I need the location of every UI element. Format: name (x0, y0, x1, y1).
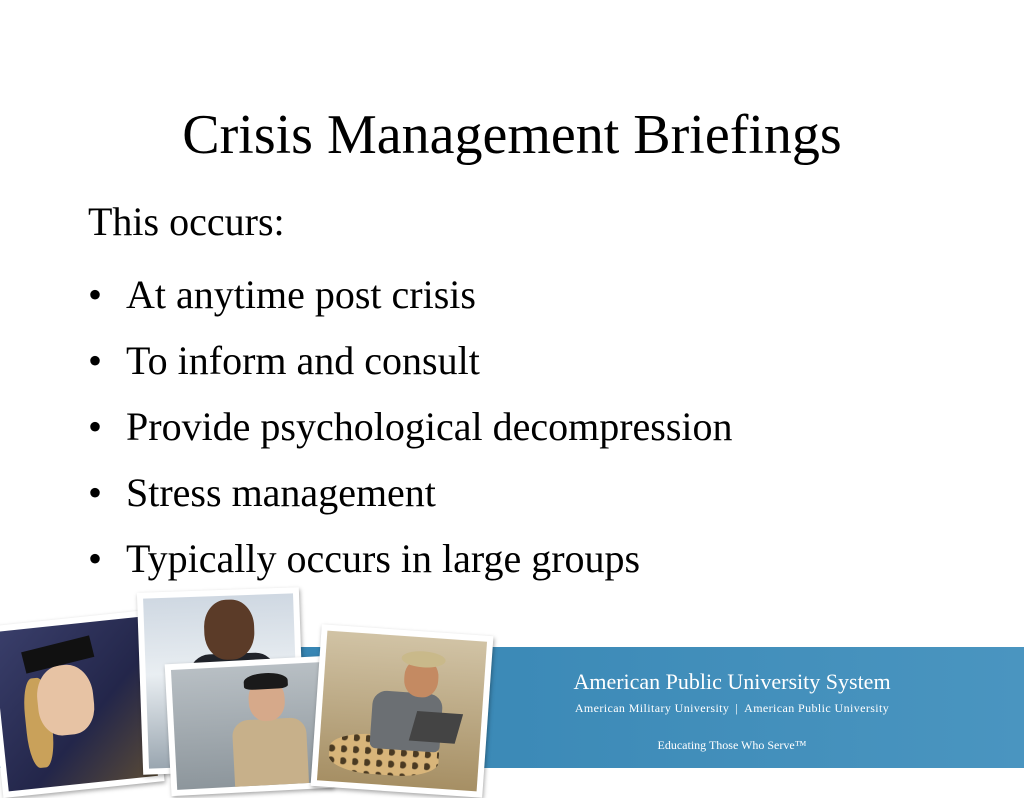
bullet-item (88, 328, 733, 394)
bullet-text: At anytime post crisis (126, 272, 476, 317)
brand-sub-separator: | (735, 701, 739, 715)
bullet-list (88, 262, 733, 592)
brand-logo (562, 668, 902, 716)
bullet-item (88, 394, 733, 460)
bullet-item (88, 460, 733, 526)
brand-sub-right: American Public University (744, 701, 890, 715)
bullet-icon: • (88, 536, 103, 581)
bullet-item (88, 526, 733, 592)
bullet-icon: • (88, 272, 103, 317)
bullet-icon: • (88, 470, 103, 515)
slide-title: Crisis Management Briefings (182, 104, 842, 166)
brand-sub-left: American Military University (574, 701, 730, 715)
bullet-text: Provide psychological decompression (126, 404, 733, 449)
bullet-icon: • (88, 404, 103, 449)
brand-tagline: Educating Those Who Serve™ (657, 738, 807, 752)
bullet-icon: • (88, 338, 103, 383)
brand-name: American Public University System (573, 669, 891, 694)
bullet-text: Typically occurs in large groups (126, 536, 641, 581)
laptop-cheetah-photo-icon (311, 624, 494, 798)
intro-text: This occurs: (88, 199, 285, 244)
bullet-text: To inform and consult (126, 338, 480, 383)
soldier-photo-icon (165, 656, 334, 796)
bullet-item (88, 262, 733, 328)
bullet-text: Stress management (126, 470, 436, 515)
brand-subtitle (562, 700, 902, 716)
